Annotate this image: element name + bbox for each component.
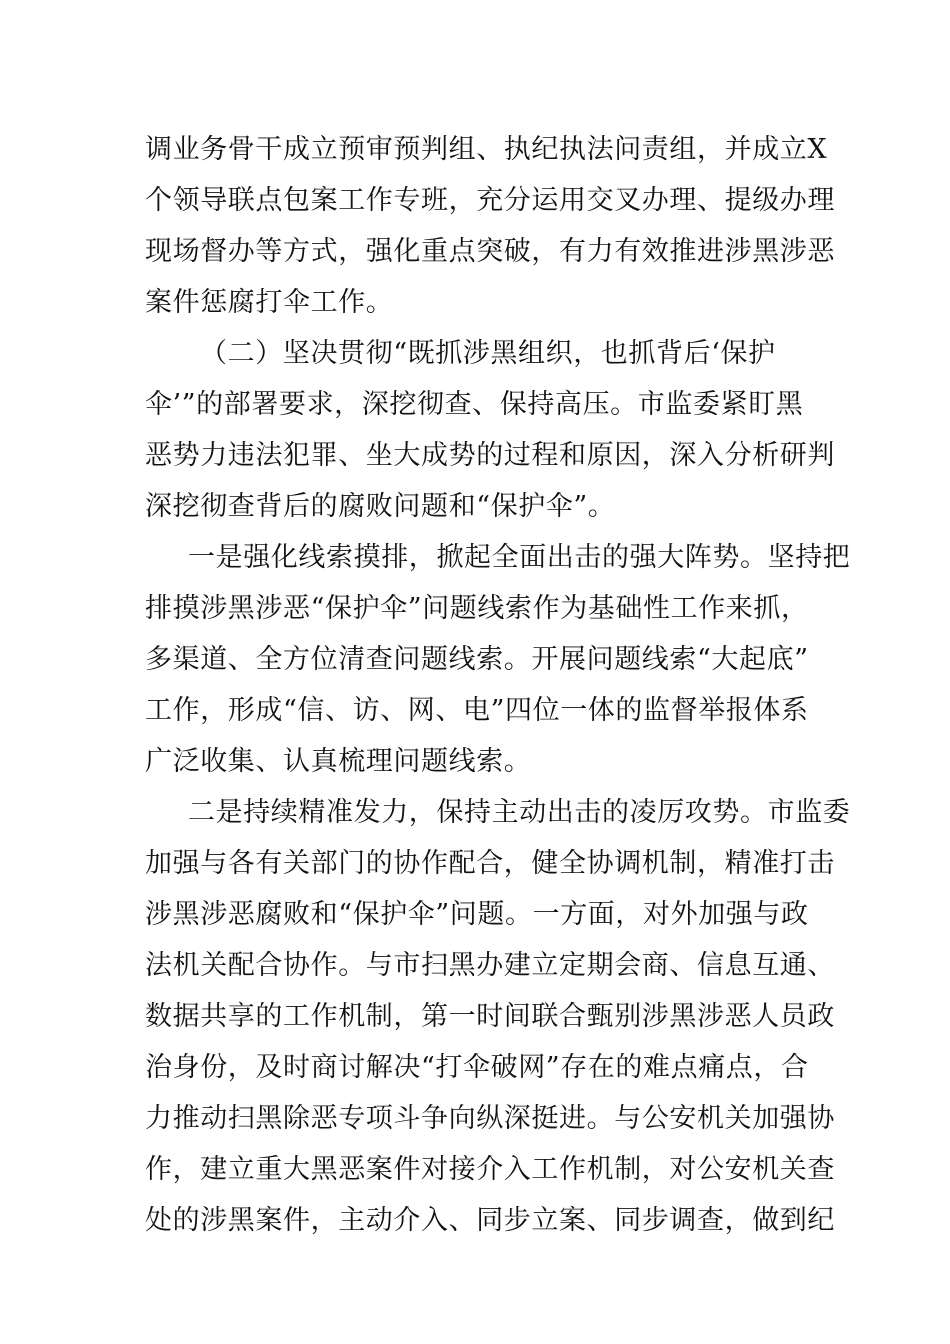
paragraph-start-line: 二是持续精准发力，保持主动出击的凌厉攻势。市监委 [188, 797, 851, 828]
text-line: 力推动扫黑除恶专项斗争向纵深挺进。与公安机关加强协 [145, 1103, 835, 1134]
text-line: 排摸涉黑涉恶“保护伞”问题线索作为基础性工作来抓， [145, 593, 809, 624]
text-line: 伞’”的部署要求，深挖彻查、保持高压。市监委紧盯黑 [145, 389, 804, 420]
text-line: 案件惩腐打伞工作。 [145, 287, 394, 318]
text-line: 工作，形成“信、访、网、电”四位一体的监督举报体系 [145, 695, 809, 726]
paragraph-start-line: 一是强化线索摸排，掀起全面出击的强大阵势。坚持把 [188, 542, 851, 573]
text-line: 治身份，及时商讨解决“打伞破网”存在的难点痛点，合 [145, 1052, 809, 1083]
text-line: 恶势力违法犯罪、坐大成势的过程和原因，深入分析研判 [145, 440, 835, 471]
text-line: 调业务骨干成立预审预判组、执纪执法问责组，并成立X [145, 134, 828, 165]
text-line: 法机关配合协作。与市扫黑办建立定期会商、信息互通、 [145, 950, 835, 981]
text-line: 多渠道、全方位清查问题线索。开展问题线索“大起底” [145, 644, 809, 675]
text-line: 深挖彻查背后的腐败问题和“保护伞”。 [145, 491, 616, 522]
text-line: 作，建立重大黑恶案件对接介入工作机制，对公安机关查 [145, 1154, 835, 1185]
text-line: 加强与各有关部门的协作配合，健全协调机制，精准打击 [145, 848, 835, 879]
text-line: 广泛收集、认真梳理问题线索。 [145, 746, 532, 777]
text-line: 处的涉黑案件，主动介入、同步立案、同步调查，做到纪 [145, 1205, 835, 1236]
section-heading-line: （二）坚决贯彻“既抓涉黑组织，也抓背后‘保护 [200, 338, 776, 369]
text-line: 个领导联点包案工作专班，充分运用交叉办理、提级办理 [145, 185, 835, 216]
text-line: 现场督办等方式，强化重点突破，有力有效推进涉黑涉恶 [145, 236, 835, 267]
text-line: 涉黑涉恶腐败和“保护伞”问题。一方面，对外加强与政 [145, 899, 809, 930]
text-line: 数据共享的工作机制，第一时间联合甄别涉黑涉恶人员政 [145, 1001, 835, 1032]
